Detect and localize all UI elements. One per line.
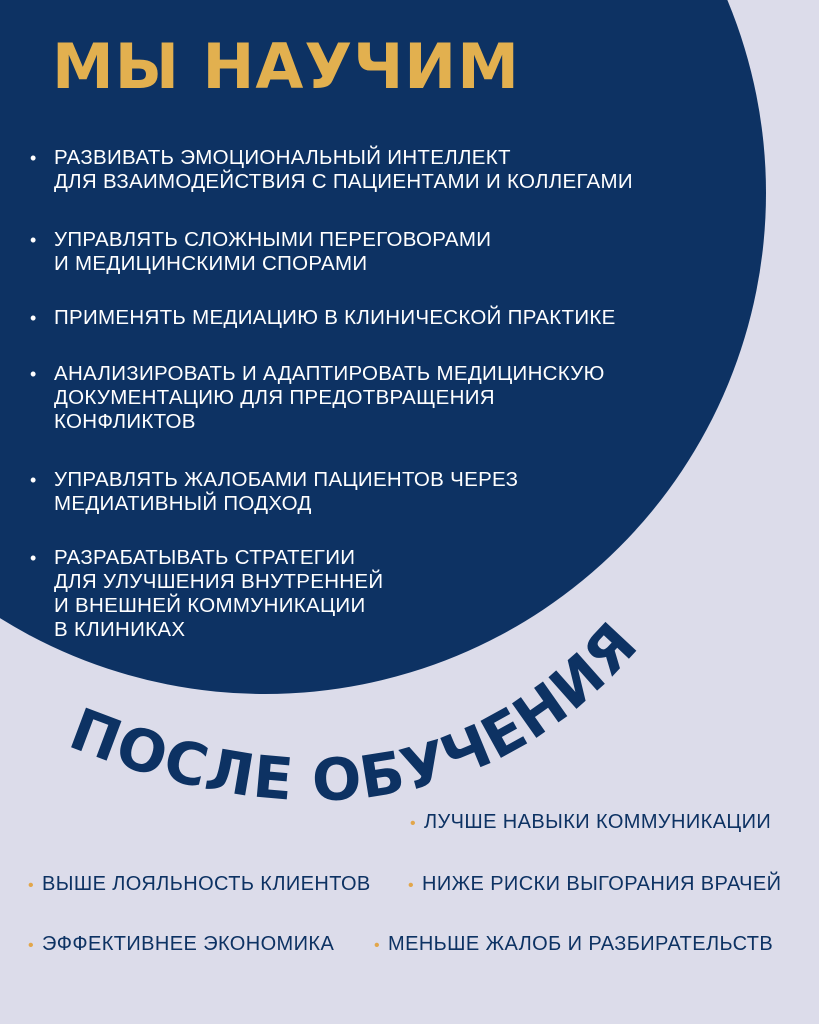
bullet-icon: • bbox=[30, 364, 37, 384]
benefit-item bbox=[410, 810, 771, 836]
benefit-label: ВЫШЕ ЛОЯЛЬНОСТЬ КЛИЕНТОВ bbox=[42, 873, 371, 895]
learn-item-line: В КЛИНИКАХ bbox=[54, 618, 186, 641]
learn-item-line: МЕДИАТИВНЫЙ ПОДХОД bbox=[54, 492, 312, 515]
learn-item-line: И ВНЕШНЕЙ КОММУНИКАЦИИ bbox=[54, 594, 366, 617]
learn-item-line: ДОКУМЕНТАЦИЮ ДЛЯ ПРЕДОТВРАЩЕНИЯ bbox=[54, 386, 495, 409]
learn-item-line: УПРАВЛЯТЬ ЖАЛОБАМИ ПАЦИЕНТОВ ЧЕРЕЗ bbox=[54, 468, 519, 491]
bullet-icon: • bbox=[408, 877, 415, 894]
learn-item-line: РАЗРАБАТЫВАТЬ СТРАТЕГИИ bbox=[54, 546, 356, 569]
learn-item-line: РАЗВИВАТЬ ЭМОЦИОНАЛЬНЫЙ ИНТЕЛЛЕКТ bbox=[54, 146, 511, 169]
learn-item-line: КОНФЛИКТОВ bbox=[54, 410, 196, 433]
bullet-icon: • bbox=[410, 815, 417, 832]
benefit-label: МЕНЬШЕ ЖАЛОБ И РАЗБИРАТЕЛЬСТВ bbox=[388, 933, 774, 955]
learn-item-line: ДЛЯ УЛУЧШЕНИЯ ВНУТРЕННЕЙ bbox=[54, 570, 384, 593]
bullet-icon: • bbox=[30, 470, 37, 490]
bullet-icon: • bbox=[30, 148, 37, 168]
bullet-icon: • bbox=[28, 937, 35, 954]
benefit-item bbox=[374, 932, 773, 958]
after-heading-text: ПОСЛЕ ОБУЧЕНИЯ bbox=[61, 609, 651, 815]
benefit-item bbox=[28, 872, 371, 898]
learn-item-line: АНАЛИЗИРОВАТЬ И АДАПТИРОВАТЬ МЕДИЦИНСКУЮ bbox=[54, 362, 605, 385]
learn-item-line: И МЕДИЦИНСКИМИ СПОРАМИ bbox=[54, 252, 368, 275]
bullet-icon: • bbox=[30, 548, 37, 568]
benefit-label: НИЖЕ РИСКИ ВЫГОРАНИЯ ВРАЧЕЙ bbox=[422, 873, 782, 895]
after-heading bbox=[61, 609, 651, 815]
benefit-item bbox=[28, 932, 334, 958]
bullet-icon: • bbox=[30, 230, 37, 250]
bullet-icon: • bbox=[28, 877, 35, 894]
benefit-label: ЛУЧШЕ НАВЫКИ КОММУНИКАЦИИ bbox=[424, 811, 772, 833]
benefit-item bbox=[408, 872, 781, 898]
bullet-icon: • bbox=[30, 308, 37, 328]
page-title: МЫ НАУЧИМ bbox=[52, 30, 520, 103]
benefit-label: ЭФФЕКТИВНЕЕ ЭКОНОМИКА bbox=[42, 933, 335, 955]
bullet-icon: • bbox=[374, 937, 381, 954]
learn-item-line: ДЛЯ ВЗАИМОДЕЙСТВИЯ С ПАЦИЕНТАМИ И КОЛЛЕГАМИ bbox=[54, 170, 633, 193]
learn-item-line: ПРИМЕНЯТЬ МЕДИАЦИЮ В КЛИНИЧЕСКОЙ ПРАКТИКЕ bbox=[54, 306, 616, 329]
learn-item-line: УПРАВЛЯТЬ СЛОЖНЫМИ ПЕРЕГОВОРАМИ bbox=[54, 228, 492, 251]
